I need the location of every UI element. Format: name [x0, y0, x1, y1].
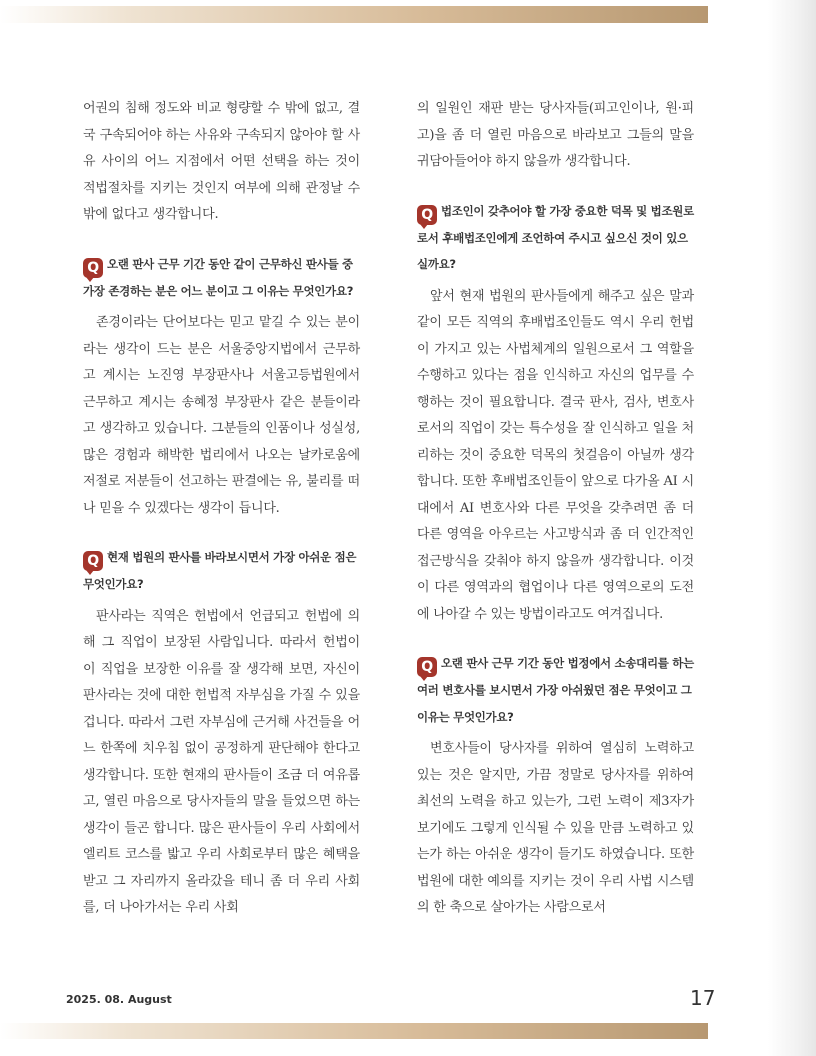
question-3	[417, 198, 694, 278]
question-badge-icon: Q	[83, 258, 103, 278]
page-number: 17	[690, 986, 716, 1010]
question-badge-icon: Q	[417, 657, 437, 677]
question-1	[83, 251, 360, 305]
question-badge-icon: Q	[417, 205, 437, 225]
left-column	[83, 96, 360, 922]
question-badge-icon: Q	[83, 551, 103, 571]
page-edge-shadow	[768, 0, 816, 1056]
answer-2: 판사라는 직역은 헌법에서 언급되고 헌법에 의해 그 직업이 보장된 사람입니다. 따라서 헌법이 이 직업을 보장한 이유를 잘 생각해 보면, 자신이 판사라는 것에 대한 헌법적 자부심을 가질 수 있을 겁니다. 따라서 그런 자부심에 근거해 사건들을 어느 한쪽에 치우침 없이 공정하게 판단해야 한다고 생각합니다. 또한 현재의 판사들이 조금 더 여유롭고, 열린 마음으로 당사자들의 말을 들었으면 하는 생각이 들곤 합니다. 많은 판사들이 우리 사회에서 엘리트 코스를 밟고 우리 사회로부터 많은 혜택을 받고 그 자리까지 올라갔을 테니 좀 더 우리 사회를, 더 나아가서는 우리 사회	[83, 608, 360, 915]
bottom-decorative-band	[0, 1023, 708, 1039]
footer-date: 2025. 08. August	[66, 993, 172, 1006]
qa-block-4	[417, 650, 694, 922]
qa-block-2	[83, 544, 360, 922]
top-decorative-band	[0, 6, 708, 23]
answer-3: 앞서 현재 법원의 판사들에게 해주고 싶은 말과 같이 모든 직역의 후배법조인들도 역시 우리 헌법이 가지고 있는 사법체계의 일원으로서 그 역할을 수행하고 있다는 점을 인식하고 자신의 업무를 수행하는 것이 필요합니다. 결국 판사, 검사, 변호사로서의 직업이 갖는 특수성을 잘 인식하고 일을 처리하는 것이 중요한 덕목의 첫걸음이 아닐까 생각합니다. 또한 후배법조인들이 앞으로 다가올 AI 시대에서 AI 변호사와 다른 무엇을 갖추려면 좀 더 다른 영역을 아우르는 사고방식과 좀 더 인간적인 접근방식을 갖춰야 하지 않을까 생각합니다. 이것이 다른 영역과의 협업이나 다른 영역으로의 도전에 나아갈 수 있는 방법이라고도 여겨집니다.	[417, 288, 694, 622]
answer-4: 변호사들이 당사자를 위하여 열심히 노력하고 있는 것은 알지만, 가끔 정말로 당사자를 위하여 최선의 노력을 하고 있는가, 그런 노력이 제3자가 보기에도 그렇게 인식될 수 있을 만큼 노력하고 있는가 하는 아쉬운 생각이 들기도 하였습니다. 또한 법원에 대한 예의를 지키는 것이 우리 사법 시스템의 한 축으로 살아가는 사람으로서	[417, 741, 694, 915]
question-4-text: 오랜 판사 근무 기간 동안 법정에서 소송대리를 하는 여러 변호사를 보시면서 가장 아쉬웠던 점은 무엇이고 그 이유는 무엇인가요?	[417, 656, 694, 724]
question-2-text: 현재 법원의 판사를 바라보시면서 가장 아쉬운 점은 무엇인가요?	[83, 550, 357, 591]
question-3-text: 법조인이 갖추어야 할 가장 중요한 덕목 및 법조원로로서 후배법조인에게 조언하여 주시고 싶으신 것이 있으실까요?	[417, 203, 694, 271]
qa-block-3	[417, 198, 694, 629]
question-1-text: 오랜 판사 근무 기간 동안 같이 근무하신 판사들 중 가장 존경하는 분은 어느 분이고 그 이유는 무엇인가요?	[83, 256, 354, 298]
qa-block-1	[83, 251, 360, 523]
answer-1: 존경이라는 단어보다는 믿고 맡길 수 있는 분이라는 생각이 드는 분은 서울중앙지법에서 근무하고 계시는 노진영 부장판사나 서울고등법원에서 근무하고 계시는 송혜정 부장판사 같은 분들이라고 생각하고 있습니다. 그분들의 인품이나 성실성, 많은 경험과 해박한 법리에서 나오는 날카로움에 저절로 저분들이 선고하는 판결에는 유, 불리를 떠나 믿을 수 있겠다는 생각이 듭니다.	[83, 315, 360, 516]
paragraph-intro-right: 의 일원인 재판 받는 당사자들(피고인이나, 원·피고)을 좀 더 열린 마음으로 바라보고 그들의 말을 귀담아들어야 하지 않을까 생각합니다.	[417, 101, 694, 169]
question-2	[83, 544, 360, 598]
right-column	[417, 96, 694, 922]
question-4	[417, 650, 694, 730]
paragraph-intro-left: 어권의 침해 정도와 비교 형량할 수 밖에 없고, 결국 구속되어야 하는 사유와 구속되지 않아야 할 사유 사이의 어느 지점에서 어떤 선택을 하는 것이 적법절차를 지키는 것인지 여부에 의해 관정날 수밖에 없다고 생각합니다.	[83, 101, 360, 222]
